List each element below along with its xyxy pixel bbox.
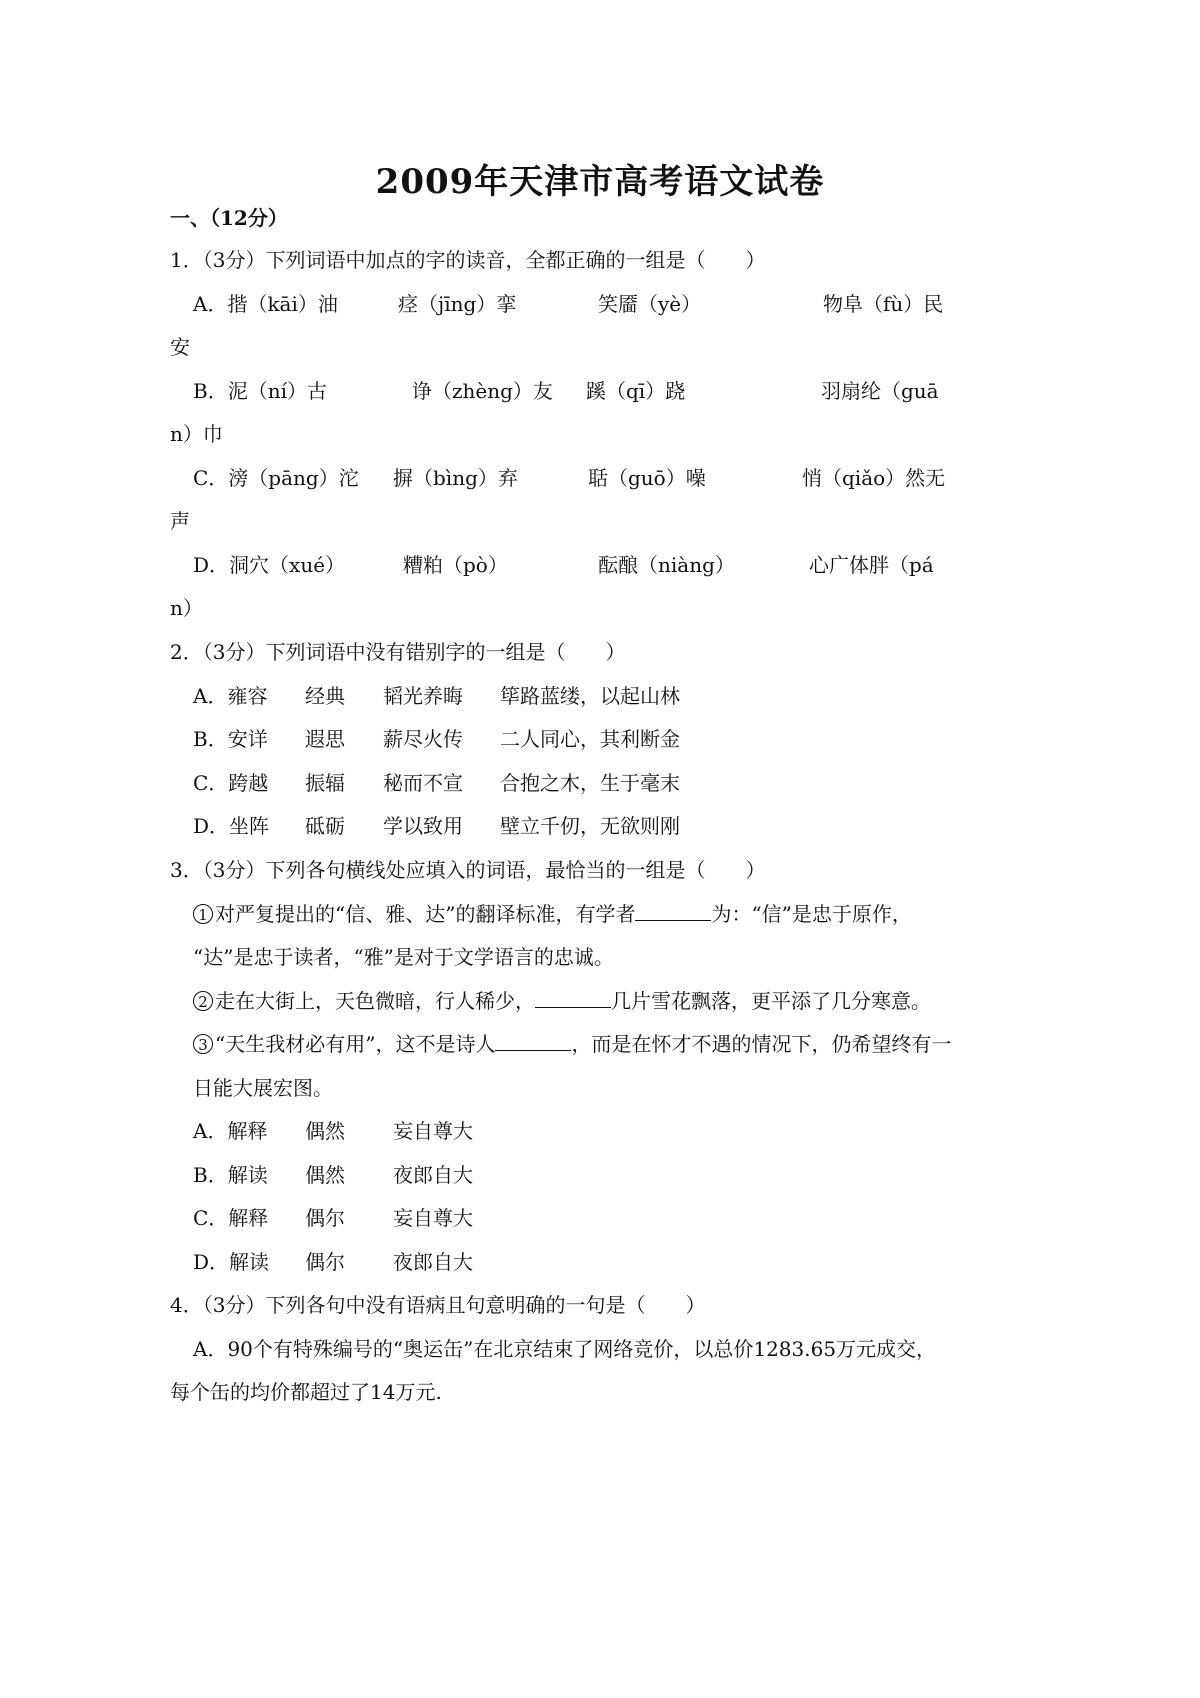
q1-option-c-3: 聒（guō）噪 xyxy=(588,466,706,490)
q1-option-d-1: D．洞穴（xué） xyxy=(193,553,346,577)
q1-option-a-wrap: 安 xyxy=(170,335,190,359)
q1-option-d-2: 糟粕（pò） xyxy=(403,553,508,577)
question-1-stem: 1．（3分）下列词语中加点的字的读音，全都正确的一组是（ ） xyxy=(170,248,766,272)
circled-number-3: 3 xyxy=(193,1034,213,1054)
q1-option-a-1: A．揩（kāi）油 xyxy=(193,292,338,316)
q2-option-a-2: 经典 xyxy=(305,684,345,708)
q4-option-a: A．90个有特殊编号的“奥运缶”在北京结束了网络竞价，以总价1283.65万元成交， xyxy=(193,1337,937,1361)
question-3-stem: 3．（3分）下列各句横线处应填入的词语，最恰当的一组是（ ） xyxy=(170,858,766,882)
fill-blank-3 xyxy=(495,1030,571,1051)
q1-option-a-4: 物阜（fù）民 xyxy=(823,292,944,316)
q2-option-b-2: 遐思 xyxy=(305,727,345,751)
fill-blank-2 xyxy=(535,987,611,1008)
q1-option-b-3: 蹊（qī）跷 xyxy=(586,379,686,403)
q2-option-b-4: 二人同心，其利断金 xyxy=(500,727,680,751)
q1-option-c-2: 摒（bìng）弃 xyxy=(393,466,518,490)
q1-option-d-wrap: n） xyxy=(170,596,203,620)
q1-option-a-3: 笑靥（yè） xyxy=(598,292,702,316)
q3-option-b-2: 偶然 xyxy=(305,1163,345,1187)
question-4-stem: 4．（3分）下列各句中没有语病且句意明确的一句是（ ） xyxy=(170,1293,706,1317)
page-title: 2009年天津市高考语文试卷 xyxy=(375,162,825,202)
q1-option-a-2: 痉（jīng）挛 xyxy=(398,292,517,316)
q3-option-d-3: 夜郎自大 xyxy=(393,1250,473,1274)
q1-option-d-3: 酝酿（niàng） xyxy=(598,553,735,577)
q3-option-c-2: 偶尔 xyxy=(305,1206,345,1230)
q3-sentence-2: 2 走在大街上，天色微暗，行人稀少， 几片雪花飘落，更平添了几分寒意。 xyxy=(193,987,931,1015)
q3-sentence-3-cont: 日能大展宏图。 xyxy=(193,1076,333,1100)
q1-option-c-4: 悄（qiǎo）然无 xyxy=(802,466,946,490)
q3-option-d-2: 偶尔 xyxy=(305,1250,345,1274)
q2-option-b-3: 薪尽火传 xyxy=(383,727,463,751)
q1-option-b-2: 诤（zhèng）友 xyxy=(412,379,553,403)
q3-option-a-1: A．解释 xyxy=(193,1119,268,1143)
q2-option-d-4: 壁立千仞，无欲则刚 xyxy=(500,814,680,838)
q2-option-d-2: 砥砺 xyxy=(305,814,345,838)
q3-sentence-1: 1 对严复提出的“信、雅、达”的翻译标准，有学者 为：“信”是忠于原作， xyxy=(193,900,912,928)
q2-option-d-1: D．坐阵 xyxy=(193,814,270,838)
q2-option-a-4: 筚路蓝缕，以起山林 xyxy=(500,684,680,708)
section-heading: 一、（12分） xyxy=(170,206,288,230)
q3-option-a-3: 妄自尊大 xyxy=(393,1119,473,1143)
fill-blank-1 xyxy=(635,900,711,921)
q1-option-b-4: 羽扇纶（guā xyxy=(821,379,939,403)
q1-option-b-1: B．泥（ní）古 xyxy=(193,379,327,403)
question-2-stem: 2．（3分）下列词语中没有错别字的一组是（ ） xyxy=(170,640,626,664)
q1-option-c-wrap: 声 xyxy=(170,509,190,533)
q3-sentence-3: 3 “天生我材必有用”，这不是诗人 ，而是在怀才不遇的情况下，仍希望终有一 xyxy=(193,1030,951,1058)
q1-option-b-wrap: n）巾 xyxy=(170,422,223,446)
q3-option-c-1: C．解释 xyxy=(193,1206,269,1230)
q2-option-a-1: A．雍容 xyxy=(193,684,268,708)
q2-option-c-3: 秘而不宣 xyxy=(383,771,463,795)
q3-option-b-3: 夜郎自大 xyxy=(393,1163,473,1187)
q2-option-c-4: 合抱之木，生于毫末 xyxy=(500,771,680,795)
q2-option-a-3: 韬光养晦 xyxy=(383,684,463,708)
q3-option-c-3: 妄自尊大 xyxy=(393,1206,473,1230)
q1-option-c-1: C．滂（pāng）沱 xyxy=(193,466,359,490)
q3-option-a-2: 偶然 xyxy=(305,1119,345,1143)
q1-option-d-4: 心广体胖（pá xyxy=(809,553,934,577)
q4-option-a-cont: 每个缶的均价都超过了14万元. xyxy=(170,1380,442,1404)
circled-number-1: 1 xyxy=(193,904,213,924)
q2-option-d-3: 学以致用 xyxy=(383,814,463,838)
q2-option-c-1: C．跨越 xyxy=(193,771,269,795)
q3-option-b-1: B．解读 xyxy=(193,1163,268,1187)
q2-option-c-2: 振辐 xyxy=(305,771,345,795)
circled-number-2: 2 xyxy=(193,991,213,1011)
q3-option-d-1: D．解读 xyxy=(193,1250,270,1274)
q2-option-b-1: B．安详 xyxy=(193,727,268,751)
q3-sentence-1-cont: “达”是忠于读者，“雅”是对于文学语言的忠诚。 xyxy=(193,945,614,969)
